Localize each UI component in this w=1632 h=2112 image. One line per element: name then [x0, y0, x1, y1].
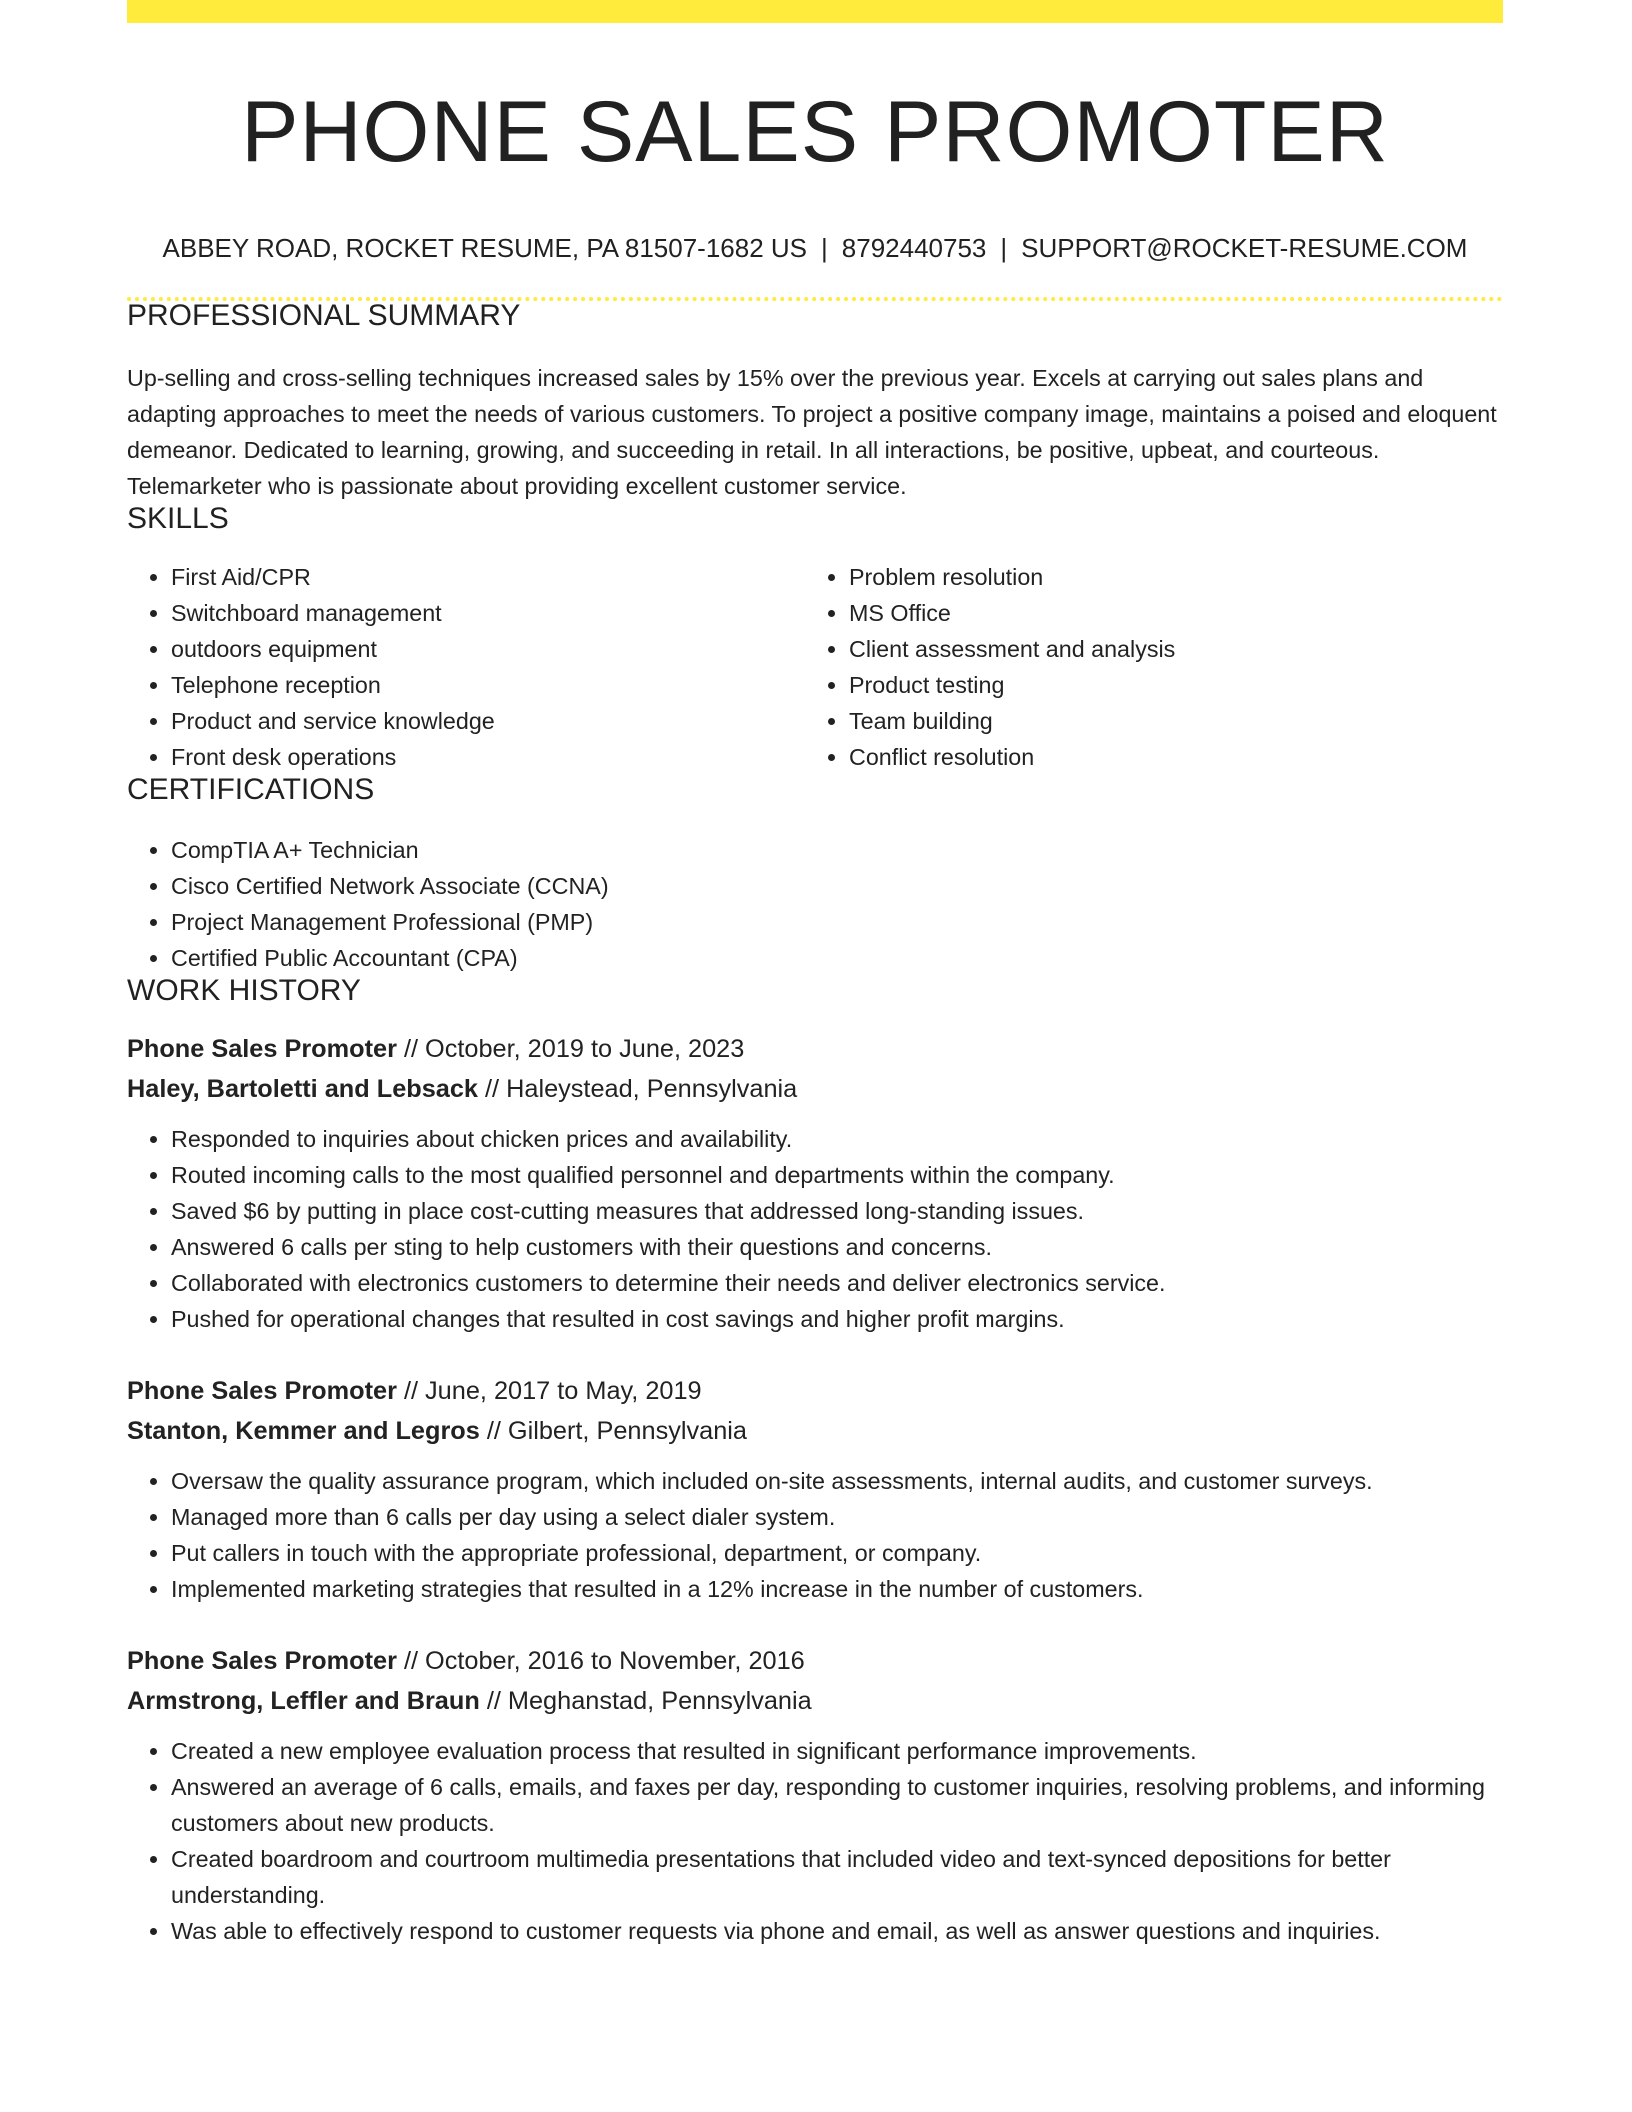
job-bullet: • Put callers in touch with the appropriate professional, department, or company.	[171, 1535, 1503, 1571]
job-company: Armstrong, Leffler and Braun	[127, 1687, 480, 1715]
job-title-line	[127, 1032, 1503, 1066]
certification-item: • Cisco Certified Network Associate (CCNA)	[171, 868, 1503, 904]
job-bullet: • Responded to inquiries about chicken prices and availability.	[171, 1121, 1503, 1157]
skill-item: • Conflict resolution	[849, 739, 1503, 775]
skill-item: • First Aid/CPR	[171, 559, 805, 595]
job-dates: // October, 2016 to November, 2016	[396, 1647, 805, 1675]
job-location: // Haleystead, Pennsylvania	[478, 1075, 798, 1103]
certification-item: • Project Management Professional (PMP)	[171, 904, 1503, 940]
job-company-line	[127, 1684, 1503, 1718]
certifications-list	[127, 832, 1503, 976]
skills-grid	[127, 559, 1503, 775]
resume-page	[127, 0, 1503, 1949]
skill-item: • Switchboard management	[171, 595, 805, 631]
certifications-heading: CERTIFICATIONS	[127, 773, 375, 806]
job-bullet: • Collaborated with electronics customers to determine their needs and deliver electronics service.	[171, 1265, 1503, 1301]
certification-item: • Certified Public Accountant (CPA)	[171, 940, 1503, 976]
skill-item: • Client assessment and analysis	[849, 631, 1503, 667]
job-bullets	[127, 1733, 1503, 1949]
skill-item: • MS Office	[849, 595, 1503, 631]
job-dates: // October, 2019 to June, 2023	[396, 1035, 745, 1063]
job-position: Phone Sales Promoter	[127, 1035, 397, 1063]
job-company: Stanton, Kemmer and Legros	[127, 1417, 480, 1445]
job-entry	[127, 1374, 1503, 1607]
job-bullet: • Created boardroom and courtroom multimedia presentations that included video and text-synced depositions for better understanding.	[171, 1841, 1503, 1913]
skill-item: • outdoors equipment	[171, 631, 805, 667]
job-location: // Meghanstad, Pennsylvania	[479, 1687, 812, 1715]
job-company-line	[127, 1072, 1503, 1106]
summary-section	[127, 301, 1503, 504]
contact-separator: |	[821, 233, 828, 263]
job-position: Phone Sales Promoter	[127, 1647, 397, 1675]
job-title-line	[127, 1374, 1503, 1408]
job-bullet: • Pushed for operational changes that resulted in cost savings and higher profit margins.	[171, 1301, 1503, 1337]
resume-name: PHONE SALES PROMOTER	[241, 84, 1389, 180]
certifications-section	[127, 775, 1503, 976]
skill-item: • Front desk operations	[171, 739, 805, 775]
job-bullet: • Created a new employee evaluation process that resulted in significant performance improvements.	[171, 1733, 1503, 1769]
address: ABBEY ROAD, ROCKET RESUME, PA 81507-1682 US	[162, 233, 808, 263]
skill-item: • Product testing	[849, 667, 1503, 703]
skill-item: • Team building	[849, 703, 1503, 739]
job-location: // Gilbert, Pennsylvania	[479, 1417, 747, 1445]
summary-heading: PROFESSIONAL SUMMARY	[127, 299, 521, 332]
summary-text: Up-selling and cross-selling techniques increased sales by 15% over the previous year. Excels at carrying out sales plans and adapting approaches to meet the needs of various customers. To project a positive company image, maintains a poised and eloquent demeanor. Dedicated to learning, growing, and succeeding in retail. In all interactions, be positive, upbeat, and courteous. Telemarketer who is passionate about providing excellent customer service.	[127, 365, 1497, 499]
skills-heading: SKILLS	[127, 502, 229, 535]
work-history-heading: WORK HISTORY	[127, 974, 361, 1007]
job-bullets	[127, 1121, 1503, 1337]
job-dates: // June, 2017 to May, 2019	[396, 1377, 702, 1405]
job-company-line	[127, 1414, 1503, 1448]
work-history-section	[127, 976, 1503, 1949]
job-entry	[127, 1644, 1503, 1949]
job-bullet: • Was able to effectively respond to customer requests via phone and email, as well as answer questions and inquiries.	[171, 1913, 1503, 1949]
job-bullet: • Oversaw the quality assurance program, which included on-site assessments, internal audits, and customer surveys.	[171, 1463, 1503, 1499]
phone-number: 8792440753	[841, 233, 987, 263]
certification-item: • CompTIA A+ Technician	[171, 832, 1503, 868]
skills-section	[127, 504, 1503, 775]
job-bullet: • Routed incoming calls to the most qualified personnel and departments within the company.	[171, 1157, 1503, 1193]
skills-column-1	[127, 559, 805, 775]
job-position: Phone Sales Promoter	[127, 1377, 397, 1405]
email-address: SUPPORT@ROCKET-RESUME.COM	[1021, 233, 1468, 263]
job-bullet: • Answered 6 calls per sting to help customers with their questions and concerns.	[171, 1229, 1503, 1265]
skill-item: • Problem resolution	[849, 559, 1503, 595]
job-company: Haley, Bartoletti and Lebsack	[127, 1075, 478, 1103]
job-entry	[127, 1032, 1503, 1337]
contact-separator: |	[1000, 233, 1008, 263]
skill-item: • Product and service knowledge	[171, 703, 805, 739]
job-bullet: • Saved $6 by putting in place cost-cutting measures that addressed long-standing issues.	[171, 1193, 1503, 1229]
skill-item: • Telephone reception	[171, 667, 805, 703]
job-bullet: • Managed more than 6 calls per day using a select dialer system.	[171, 1499, 1503, 1535]
job-bullet: • Answered an average of 6 calls, emails, and faxes per day, responding to customer inquiries, resolving problems, and informing customers about new products.	[171, 1769, 1503, 1841]
job-bullets	[127, 1463, 1503, 1607]
contact-line	[127, 235, 1503, 261]
top-accent-bar	[127, 0, 1503, 23]
job-title-line	[127, 1644, 1503, 1678]
skills-column-2	[805, 559, 1503, 775]
job-bullet: • Implemented marketing strategies that resulted in a 12% increase in the number of customers.	[171, 1571, 1503, 1607]
